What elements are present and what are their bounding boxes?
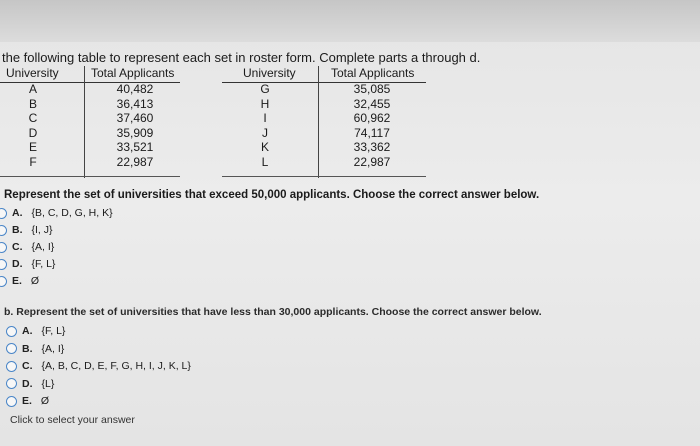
part-a-option-c[interactable]: [0, 241, 54, 253]
header-university-right: University: [243, 66, 296, 80]
table-cell-university: L: [261, 154, 269, 169]
table-cell-applicants: 35,085: [353, 82, 391, 96]
table-cell-applicants: 22,987: [116, 154, 154, 169]
table-cell-university: D: [28, 125, 38, 140]
header-applicants-left: Total Applicants: [91, 66, 175, 80]
option-text: {B, C, D, G, H, K}: [31, 207, 113, 219]
table-cell-applicants: 33,362: [353, 140, 391, 154]
right-applicants-column: [342, 82, 402, 169]
part-a-option-e[interactable]: [0, 275, 39, 287]
part-a-option-d[interactable]: [0, 258, 55, 270]
option-label: C.: [22, 360, 33, 372]
radio-button-icon[interactable]: [6, 326, 17, 337]
option-label: B.: [22, 342, 33, 355]
table-cell-applicants: 40,482: [116, 82, 154, 96]
option-label: D.: [22, 377, 33, 390]
part-b-option-b[interactable]: [6, 343, 64, 355]
click-to-select-hint: Click to select your answer: [10, 414, 135, 426]
radio-button-icon[interactable]: [0, 242, 7, 253]
table-cell-university: E: [28, 140, 37, 154]
table-cell-university: B: [28, 96, 37, 111]
option-label: A.: [22, 325, 33, 337]
table-cell-applicants: 36,413: [116, 96, 154, 111]
left-applicants-column: [105, 82, 165, 169]
table-cell-university: H: [260, 96, 270, 111]
part-b-option-a[interactable]: [6, 325, 65, 337]
table-cell-university: A: [28, 82, 37, 96]
table-cell-applicants: 33,521: [116, 140, 154, 154]
table-cell-applicants: 32,455: [353, 96, 391, 111]
applicants-table: [0, 66, 430, 184]
table-cell-applicants: 22,987: [353, 154, 391, 169]
option-label: B.: [12, 224, 23, 236]
option-text: Ø: [40, 395, 50, 407]
left-university-column: [18, 82, 48, 169]
table-cell-university: C: [28, 111, 38, 125]
option-label: D.: [12, 258, 23, 270]
bottom-rule-left: [0, 176, 180, 177]
table-cell-university: J: [262, 125, 268, 140]
table-cell-university: I: [263, 111, 267, 125]
top-band: [0, 0, 700, 42]
table-cell-university: G: [260, 82, 270, 96]
option-text: {A, I}: [41, 342, 65, 355]
part-a-option-b[interactable]: [0, 224, 53, 236]
table-cell-university: F: [29, 154, 37, 169]
part-a-question: Represent the set of universities that exceed 50,000 applicants. Choose the correct answer below.: [4, 189, 540, 201]
column-divider-left: [84, 66, 85, 178]
table-cell-applicants: 74,117: [354, 125, 390, 140]
part-b-question: b. Represent the set of universities that have less than 30,000 applicants. Choose the correct answer below.: [4, 306, 542, 318]
option-text: {F, L}: [31, 258, 56, 270]
radio-button-icon[interactable]: [0, 276, 7, 287]
table-cell-applicants: 60,962: [353, 111, 391, 125]
header-university-left: University: [6, 66, 59, 80]
radio-button-icon[interactable]: [6, 396, 17, 407]
radio-button-icon[interactable]: [6, 361, 17, 372]
radio-button-icon[interactable]: [0, 259, 7, 270]
table-cell-university: K: [260, 140, 269, 154]
radio-button-icon[interactable]: [6, 343, 17, 354]
option-text: {A, B, C, D, E, F, G, H, I, J, K, L}: [41, 360, 191, 372]
part-b-option-d[interactable]: [6, 378, 54, 390]
option-text: {F, L}: [41, 325, 66, 337]
intro-text: the following table to represent each set in roster form. Complete parts a through d.: [2, 50, 481, 65]
option-text: Ø: [30, 275, 40, 287]
table-cell-applicants: 35,909: [116, 125, 154, 140]
option-label: A.: [12, 207, 23, 219]
option-label: E.: [22, 395, 32, 407]
option-label: C.: [12, 241, 23, 253]
option-label: E.: [12, 275, 22, 287]
radio-button-icon[interactable]: [0, 208, 7, 219]
table-cell-applicants: 37,460: [116, 111, 154, 125]
option-text: {I, J}: [31, 224, 53, 236]
option-text: {A, I}: [31, 241, 55, 253]
right-university-column: [250, 82, 280, 169]
radio-button-icon[interactable]: [6, 378, 17, 389]
header-applicants-right: Total Applicants: [331, 66, 415, 80]
part-b-option-e[interactable]: [6, 395, 49, 407]
bottom-rule-right: [222, 176, 426, 177]
part-b-option-c[interactable]: [6, 360, 191, 372]
radio-button-icon[interactable]: [0, 225, 7, 236]
column-divider-right: [318, 66, 319, 178]
part-a-option-a[interactable]: [0, 207, 113, 219]
option-text: {L}: [41, 377, 55, 390]
